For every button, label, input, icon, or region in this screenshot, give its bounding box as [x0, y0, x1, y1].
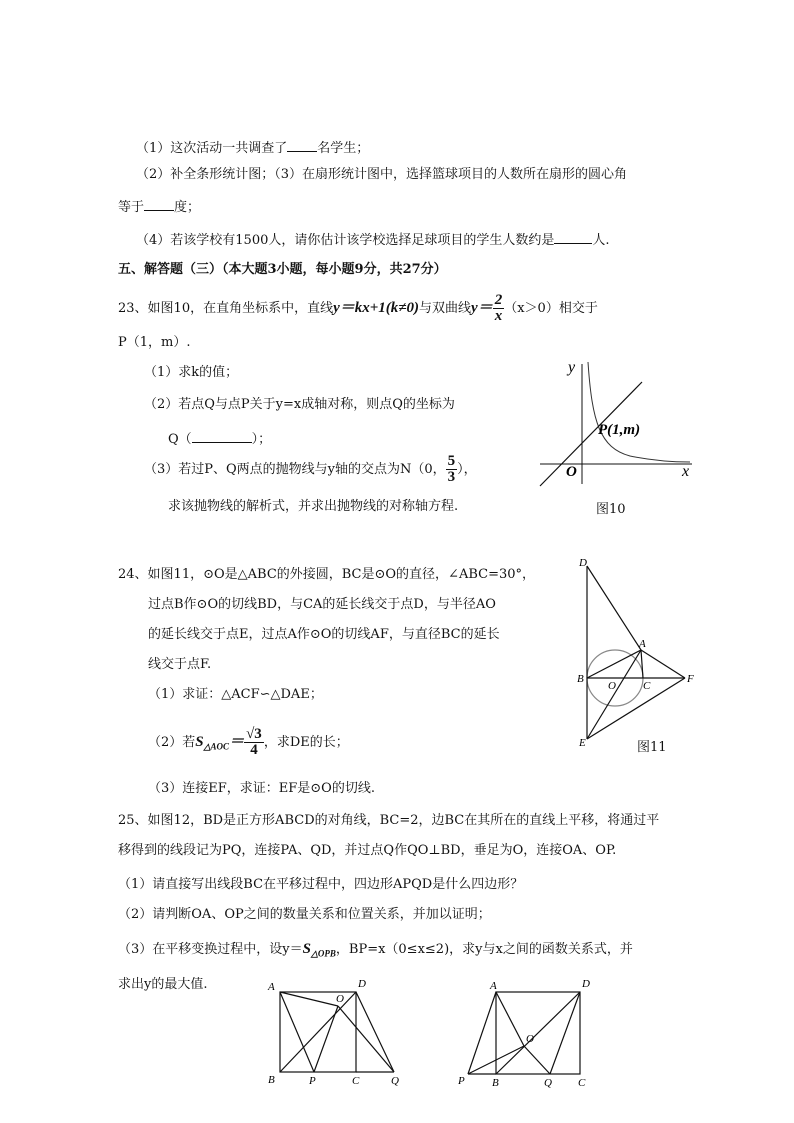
line-a-p [280, 992, 314, 1072]
q23-part3-a: （3）若过P、Q两点的抛物线与y轴的交点为N（0， [144, 462, 446, 477]
q23-part2-b-b: ）； [251, 432, 272, 447]
q24-s-label: S [195, 734, 204, 750]
q22-part2-cont [118, 196, 200, 217]
figure-11-caption: 图11 [637, 740, 667, 755]
q23-y-eq: y＝ [471, 300, 493, 316]
q24-part3: （3）连接EF，求证：EF是⊙O的切线. [148, 781, 375, 796]
q23-part3-frac-den: 3 [447, 469, 456, 485]
label-b: B [492, 1077, 499, 1089]
q23-intro [118, 293, 598, 324]
q22-part2-cont-b: 度； [174, 200, 201, 215]
q23-part3-frac-num: 5 [447, 453, 456, 469]
q24-part2-b: ，求DE的长； [263, 735, 349, 750]
label-d: D [358, 978, 366, 990]
label-p: P [458, 1075, 465, 1087]
q23-intro-b: 与双曲线 [419, 301, 472, 316]
answer-blank[interactable] [144, 196, 174, 211]
q23-intro-a: 23、如图10，在直角坐标系中，直线 [118, 301, 334, 316]
q23-part3-fraction [446, 454, 458, 485]
hyperbola-curve [588, 362, 690, 462]
q24-frac-num: √3 [246, 726, 262, 742]
label-q: Q [391, 1075, 399, 1087]
q22-part4-a: （4）若该学校有1500人，请你估计该学校选择足球项目的学生人数约是 [136, 233, 555, 248]
q25-part3-b: ，BP=x（0≤x≤2)，求y与x之间的函数关系式，并 [335, 942, 633, 957]
q25-part3-c: 求出y的最大值. [118, 977, 208, 992]
q23-part3 [144, 452, 477, 488]
q25-part3-a: （3）在平移变换过程中，设y＝ [118, 942, 303, 957]
line-a-o [280, 992, 338, 1006]
label-q: Q [544, 1077, 552, 1089]
point-p-label: P(1,m) [598, 422, 641, 438]
q24-part2-a: （2）若 [148, 735, 196, 750]
q24-eq: ＝ [229, 734, 245, 750]
label-b: B [577, 673, 584, 685]
line-a-f [641, 650, 685, 678]
x-axis-label: x [682, 463, 690, 480]
q23-part2-b [168, 428, 271, 449]
q25-part1: （1）请直接写出线段BC在平移过程中，四边形APQD是什么四边形？ [118, 877, 524, 892]
q23-part2: （2）若点Q与点P关于y=x成轴对称，则点Q的坐标为 [144, 397, 455, 412]
q24-line3: 的延长线交于点E，过点A作⊙O的切线AF，与直径BC的延长 [148, 627, 500, 642]
label-o: O [608, 680, 616, 692]
q23-part3-b: ）， [457, 462, 477, 477]
y-axis-label: y [568, 359, 576, 376]
line-a-o [496, 992, 524, 1046]
q23-part2-b-a: Q（ [168, 432, 192, 447]
label-a: A [268, 981, 275, 993]
answer-blank[interactable] [287, 137, 317, 152]
q23-part3-c: 求该抛物线的解析式，并求出抛物线的对称轴方程. [168, 499, 459, 514]
label-c: C [352, 1075, 360, 1087]
figure-12-right [456, 976, 606, 1089]
q22-part4 [136, 229, 610, 250]
label-c: C [578, 1077, 586, 1089]
line-e-f [587, 678, 685, 739]
q22-part2: （2）补全条形统计图；（3）在扇形统计图中，选择篮球项目的人数所在扇形的圆心角 [136, 167, 628, 182]
q24-frac-den: 4 [250, 742, 258, 758]
label-p: P [309, 1075, 316, 1087]
q25-line2: 移得到的线段记为PQ，连接PA、QD，并过点Q作QO⊥BD，垂足为O，连接OA、OP. [118, 843, 617, 858]
q23-fraction [493, 293, 505, 324]
label-o: O [336, 993, 344, 1005]
q24-line4: 线交于点F. [148, 657, 212, 672]
label-e: E [579, 737, 586, 749]
answer-blank[interactable] [192, 428, 252, 443]
line-d-q [550, 992, 580, 1074]
origin-label: O [566, 464, 577, 480]
q22-part1-text-a: （1）这次活动一共调查了 [136, 141, 288, 156]
q23-part1: （1）求k的值； [144, 365, 239, 380]
figure-10 [530, 352, 700, 492]
q25-s-label: S [302, 941, 311, 957]
label-o: O [526, 1033, 534, 1045]
q24-s-sub: △AOC [203, 741, 230, 752]
label-c: C [643, 680, 651, 692]
figure-12-left [264, 976, 414, 1086]
q25-line1: 25、如图12，BD是正方形ABCD的对角线，BC=2，边BC在其所在的直线上平移，将通过平 [118, 813, 660, 828]
q24-part2 [148, 722, 349, 767]
line-o-q [524, 1046, 550, 1074]
label-a: A [490, 980, 497, 992]
q22-part2-cont-a: 等于 [118, 200, 145, 215]
figure-10-caption: 图10 [596, 502, 626, 517]
answer-blank[interactable] [554, 229, 592, 244]
q23-intro-d: P（1，m）. [118, 335, 191, 350]
q24-line1: 24、如图11，⊙O是△ABC的外接圆，BC是⊙O的直径，∠ABC=30°， [118, 567, 536, 582]
q24-part1: （1）求证：△ACF∽△DAE； [148, 687, 323, 702]
q23-frac-num: 2 [494, 292, 503, 308]
q23-line-equation: y＝kx+1(k≠0) [333, 300, 420, 316]
label-b: B [268, 1074, 275, 1086]
label-d: D [582, 978, 590, 990]
q25-part2: （2）请判断OA、OP之间的数量关系和位置关系，并加以证明； [118, 907, 491, 922]
label-f: F [687, 673, 694, 685]
label-d: D [579, 557, 587, 569]
q25-part3 [118, 938, 633, 965]
q22-part1-text-b: 名学生； [317, 141, 370, 156]
q23-frac-den: x [494, 308, 503, 324]
q22-part4-b: 人. [592, 233, 610, 248]
label-a: A [639, 638, 646, 650]
section-title: 五、解答题（三）（本大题3小题，每小题9分，共27分） [118, 262, 447, 277]
line-o-q [338, 1006, 394, 1072]
line-d-q [356, 992, 394, 1072]
q23-intro-c: （x＞0）相交于 [504, 301, 598, 316]
line-o-p [314, 1006, 338, 1072]
q24-fraction [244, 727, 264, 758]
q25-s-sub: △OPB [310, 948, 336, 959]
q24-line2: 过点B作⊙O的切线BD，与CA的延长线交于点D，与半径AO [148, 597, 496, 612]
q22-part1 [136, 137, 369, 158]
